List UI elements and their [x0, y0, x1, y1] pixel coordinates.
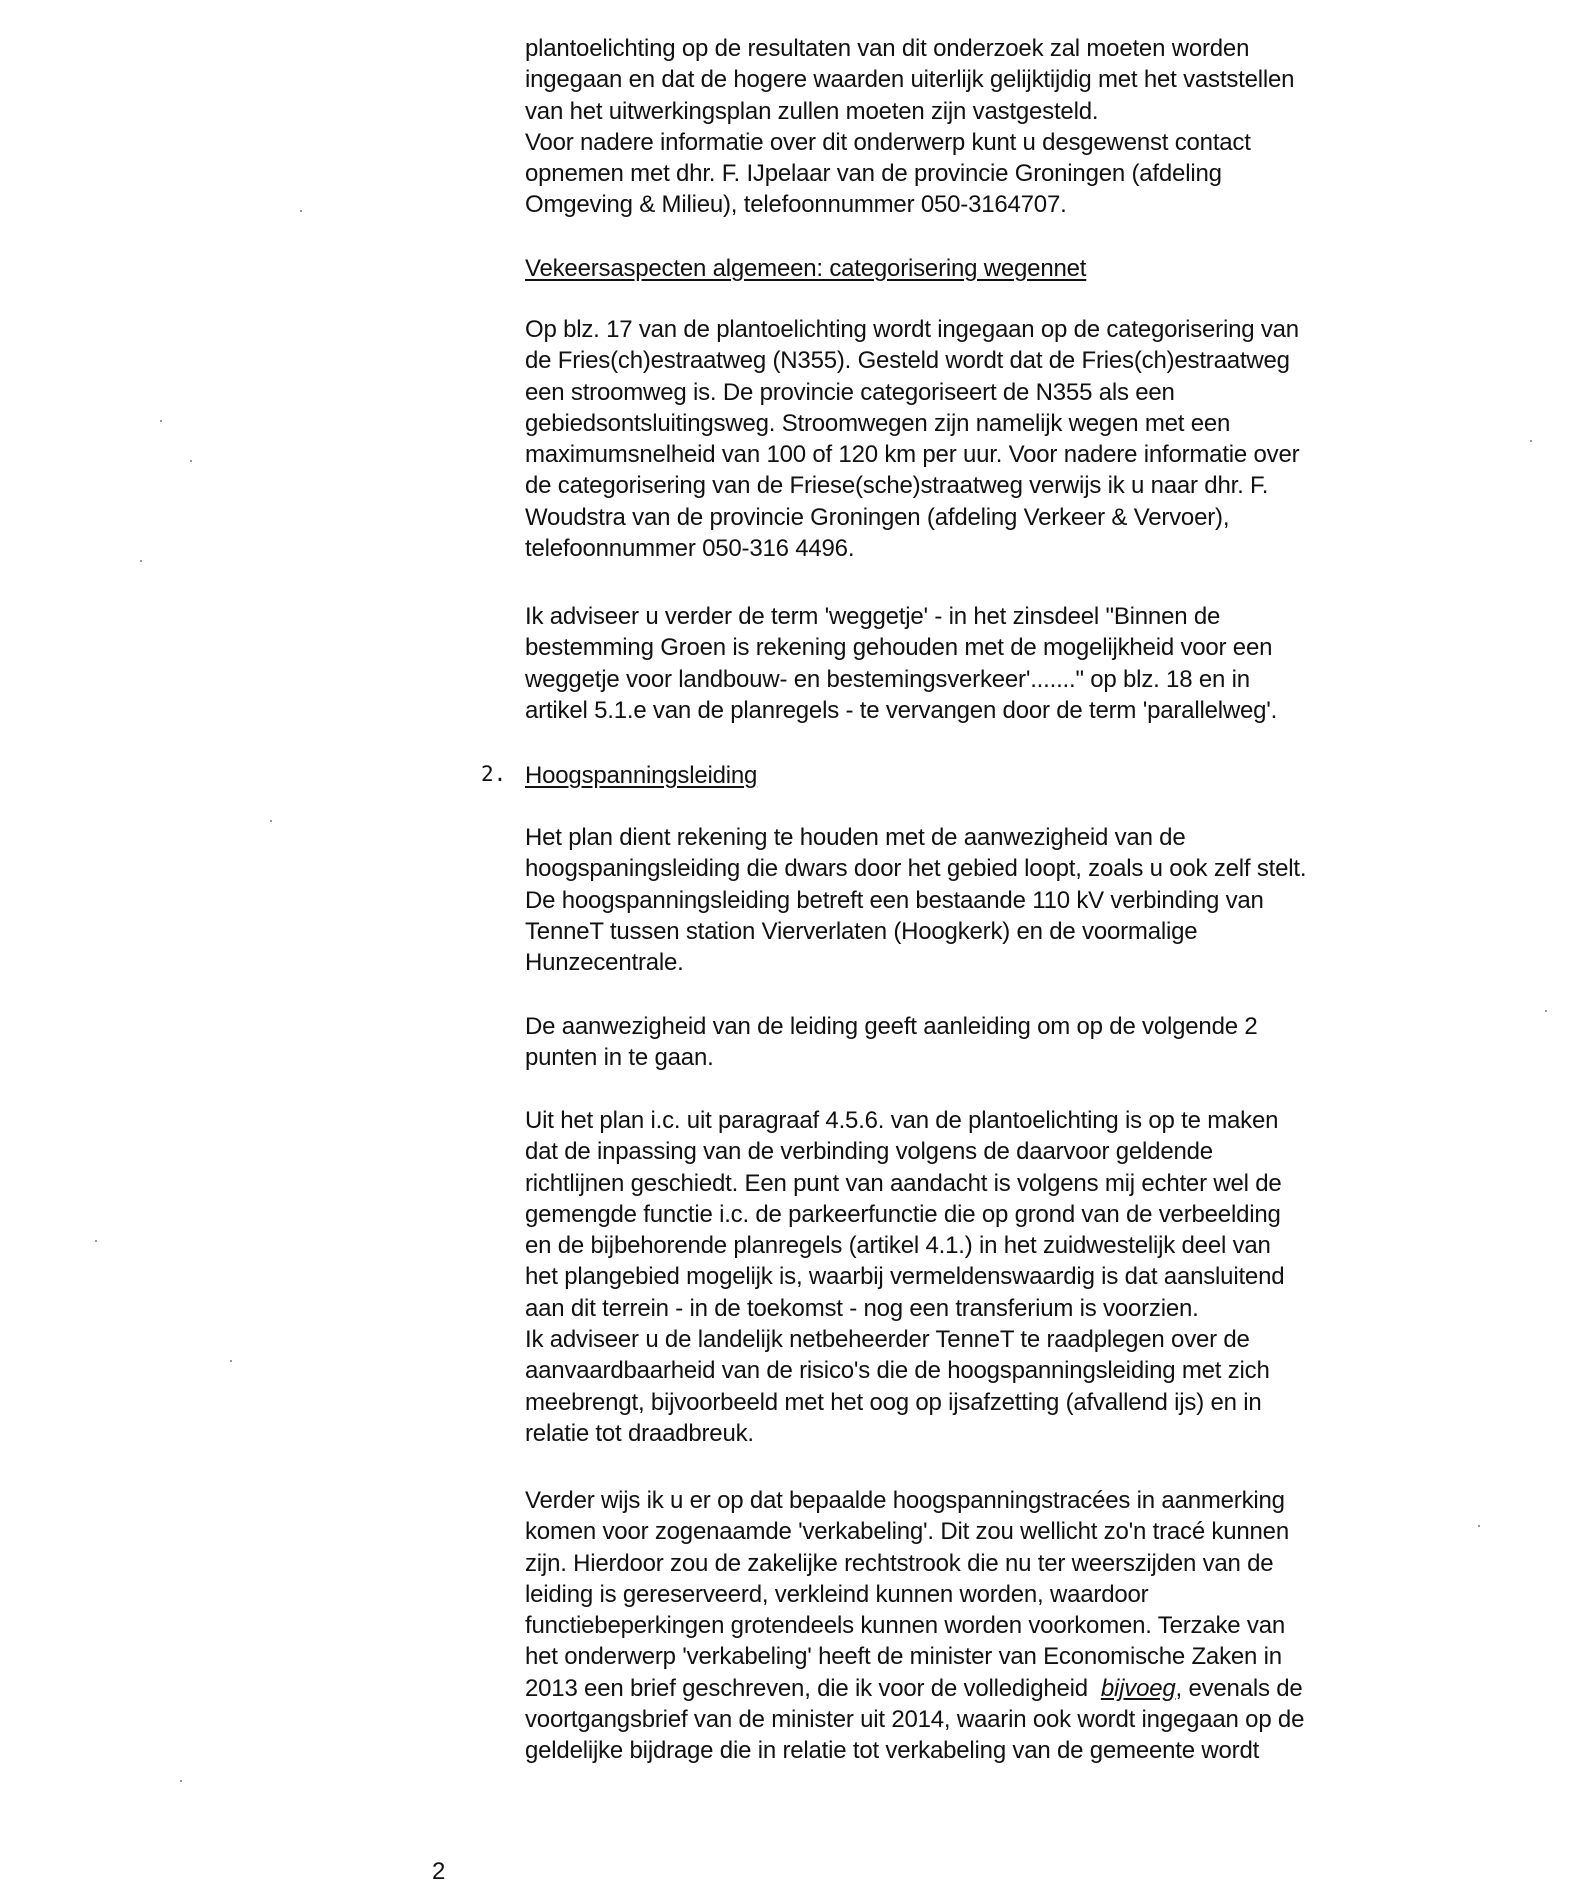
scan-speck: [140, 560, 142, 562]
scan-speck: [230, 1360, 232, 1362]
text-line: gemengde functie i.c. de parkeerfunctie die op grond van de verbeelding: [525, 1200, 1281, 1228]
text-line: gebiedsontsluitingsweg. Stroomwegen zijn namelijk wegen met een: [525, 409, 1231, 437]
text-line: geldelijke bijdrage die in relatie tot verkabeling van de gemeente wordt: [525, 1737, 1260, 1765]
text-line: weggetje voor landbouw- en bestemingsverkeer'......." op blz. 18 en in: [525, 665, 1250, 693]
text-line: leiding is gereserveerd, verkleind kunnen worden, waardoor: [525, 1580, 1149, 1608]
text-line: De hoogspanningsleiding betreft een bestaande 110 kV verbinding van: [525, 886, 1264, 914]
text-line: het plangebied mogelijk is, waarbij vermeldenswaardig is dat aansluitend: [525, 1263, 1285, 1291]
text-line: dat de inpassing van de verbinding volgens de daarvoor geldende: [525, 1138, 1213, 1166]
paragraph-456: [525, 1105, 1425, 1449]
text-line: richtlijnen geschiedt. Een punt van aandacht is volgens mij echter wel de: [525, 1169, 1282, 1197]
text-line: komen voor zogenaamde 'verkabeling'. Dit zou wellicht zo'n tracé kunnen: [525, 1518, 1289, 1546]
text-line: meebrengt, bijvoorbeeld met het oog op ijsafzetting (afvallend ijs) en in: [525, 1388, 1262, 1416]
text-line: Woudstra van de provincie Groningen (afdeling Verkeer & Vervoer),: [525, 503, 1230, 531]
text-fragment: 2013 een brief geschreven, die ik voor de volledigheid: [525, 1674, 1101, 1702]
text-line: TenneT tussen station Vierverlaten (Hoogkerk) en de voormalige: [525, 917, 1198, 945]
cabling-paragraph: [525, 1485, 1425, 1767]
text-line: Verder wijs ik u er op dat bepaalde hoogspanningstracées in aanmerking: [525, 1487, 1285, 1514]
text-line: De aanwezigheid van de leiding geeft aanleiding om op de volgende 2: [525, 1013, 1258, 1040]
text-line: opnemen met dhr. F. IJpelaar van de provincie Groningen (afdeling: [525, 160, 1222, 188]
plan-paragraph: [525, 822, 1425, 978]
text-line: aan dit terrein - in de toekomst - nog een transferium is voorzien.: [525, 1294, 1199, 1322]
text-line: de categorisering van de Friese(sche)straatweg verwijs ik u naar dhr. F.: [525, 472, 1269, 500]
text-line: een stroomweg is. De provincie categoriseert de N355 als een: [525, 378, 1175, 406]
text-line: plantoelichting op de resultaten van dit onderzoek zal moeten worden: [525, 35, 1250, 62]
traffic-paragraph: [525, 314, 1425, 564]
text-line: Op blz. 17 van de plantoelichting wordt ingegaan op de categorisering van: [525, 316, 1299, 343]
text-line: Het plan dient rekening te houden met de aanwezigheid van de: [525, 824, 1186, 851]
bijvoeg-emphasis: bijvoeg: [1100, 1674, 1176, 1702]
text-line: zijn. Hierdoor zou de zakelijke rechtstrook die nu ter weerszijden van de: [525, 1549, 1274, 1577]
text-line: het onderwerp 'verkabeling' heeft de minister van Economische Zaken in: [525, 1643, 1282, 1671]
scan-speck: [300, 210, 302, 212]
text-line: telefoonnummer 050-316 4496.: [525, 535, 855, 563]
scan-speck: [1530, 440, 1532, 442]
scan-speck: [1478, 1525, 1480, 1527]
text-line: en de bijbehorende planregels (artikel 4.1.) in het zuidwestelijk deel van: [525, 1232, 1271, 1260]
text-line: bestemming Groen is rekening gehouden met de mogelijkheid voor een: [525, 634, 1273, 662]
text-line: aanvaardbaarheid van de risico's die de hoogspanningsleiding met zich: [525, 1357, 1270, 1385]
text-line-with-emphasis: [525, 1673, 1425, 1704]
scan-speck: [1545, 1010, 1547, 1012]
text-line: Hunzecentrale.: [525, 949, 684, 977]
text-line: relatie tot draadbreuk.: [525, 1419, 754, 1447]
presence-paragraph: [525, 1011, 1425, 1074]
text-line: Omgeving & Milieu), telefoonnummer 050-3164707.: [525, 191, 1067, 219]
text-line: voortgangsbrief van de minister uit 2014, waarin ook wordt ingegaan op de: [525, 1706, 1305, 1734]
text-line: Voor nadere informatie over dit onderwerp kunt u desgewenst contact: [525, 128, 1251, 156]
text-line: Uit het plan i.c. uit paragraaf 4.5.6. van de plantoelichting is op te maken: [525, 1107, 1279, 1134]
scan-speck: [95, 1240, 97, 1242]
text-line: maximumsnelheid van 100 of 120 km per uur. Voor nadere informatie over: [525, 441, 1300, 469]
text-line: functiebeperkingen grotendeels kunnen worden voorkomen. Terzake van: [525, 1612, 1285, 1640]
text-line: artikel 5.1.e van de planregels - te vervangen door de term 'parallelweg'.: [525, 696, 1278, 724]
text-line: hoogspaningsleiding die dwars door het gebied loopt, zoals u ook zelf stelt.: [525, 855, 1307, 883]
section-heading-hoogspanningsleiding: Hoogspanningsleiding: [525, 762, 758, 789]
text-line: Ik adviseer u de landelijk netbeheerder TenneT te raadplegen over de: [525, 1326, 1250, 1354]
scan-speck: [180, 1780, 182, 1782]
scan-speck: [270, 820, 272, 822]
text-line: ingegaan en dat de hogere waarden uiterlijk gelijktijdig met het vaststellen: [525, 66, 1295, 94]
advice-paragraph: [525, 601, 1425, 726]
scan-speck: [190, 460, 192, 462]
text-line: de Fries(ch)estraatweg (N355). Gesteld wordt dat de Fries(ch)estraatweg: [525, 347, 1290, 375]
page-number: 2: [432, 1858, 446, 1885]
text-line: van het uitwerkingsplan zullen moeten zijn vastgesteld.: [525, 97, 1099, 125]
text-line: punten in te gaan.: [525, 1044, 714, 1072]
section-number: 2.: [481, 762, 507, 786]
text-fragment: , evenals de: [1175, 1674, 1303, 1702]
intro-paragraph: [525, 33, 1425, 221]
scan-speck: [160, 420, 162, 422]
text-line: Ik adviseer u verder de term 'weggetje' - in het zinsdeel "Binnen de: [525, 603, 1221, 630]
traffic-heading: Vekeersaspecten algemeen: categorisering wegennet: [525, 255, 1087, 282]
